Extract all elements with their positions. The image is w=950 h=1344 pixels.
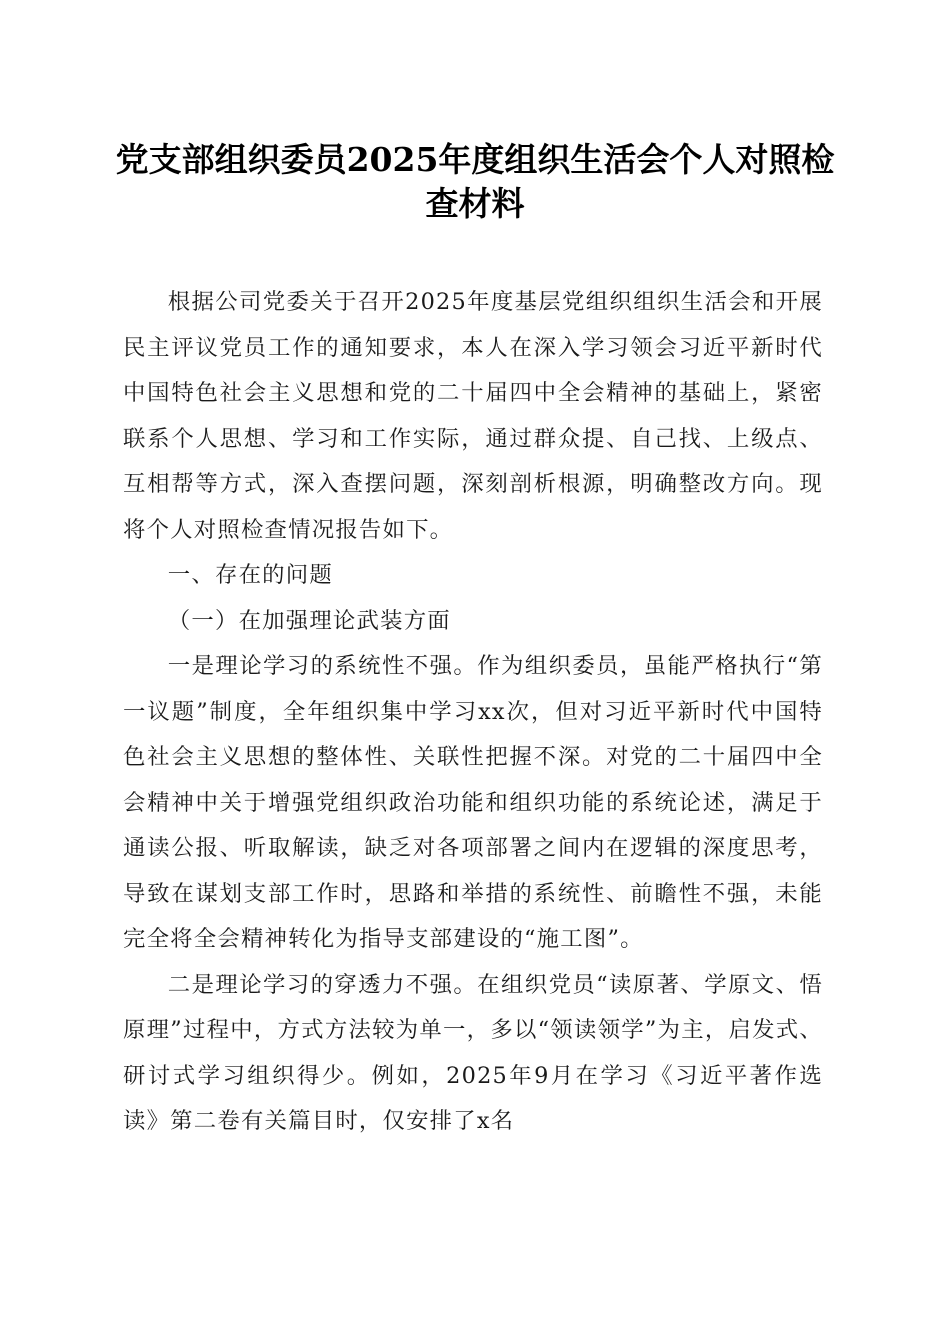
point-2-lead: 二是理论学习的穿透力不强。 — [167, 971, 478, 998]
point-2-text: 在组织党员“读原著、学原文、悟原理”过程中，方式方法较为单一，多以“领读领学”为主，启发式、研讨式学习组织得少。例如，2025年9月在学习《习近平著作选读》第二卷有关篇目时，仅安排了x名 — [123, 971, 823, 1134]
subsection-heading-theory: （一）在加强理论武装方面 — [167, 607, 451, 634]
intro-paragraph: 根据公司党委关于召开2025年度基层党组织组织生活会和开展民主评议党员工作的通知要求，本人在深入学习领会习近平新时代中国特色社会主义思想和党的二十届四中全会精神的基础上，紧密联系个人思想、学习和工作实际，通过群众提、自己找、上级点、互相帮等方式，深入查摆问题，深刻剖析根源，明确整改方向。现将个人对照检查情况报告如下。 — [123, 289, 823, 543]
point-paragraph-1 — [123, 644, 823, 963]
section-heading-problems: 一、存在的问题 — [167, 562, 333, 588]
document-title: 党支部组织委员2025年度组织生活会个人对照检查材料 — [115, 140, 835, 223]
point-1-lead: 一是理论学习的系统性不强。 — [167, 653, 478, 679]
document-body — [123, 280, 823, 1145]
point-paragraph-2 — [123, 963, 823, 1145]
point-1-text: 作为组织委员，虽能严格执行“第一议题”制度，全年组织集中学习xx次，但对习近平新时代中国特色社会主义思想的整体性、关联性把握不深。对党的二十届四中全会精神中关于增强党组织政治功能和组织功能的系统论述，满足于通读公报、听取解读，缺乏对各项部署之间内在逻辑的深度思考，导致在谋划支部工作时，思路和举措的系统性、前瞻性不强，未能完全将全会精神转化为指导支部建设的“施工图”。 — [123, 653, 823, 952]
